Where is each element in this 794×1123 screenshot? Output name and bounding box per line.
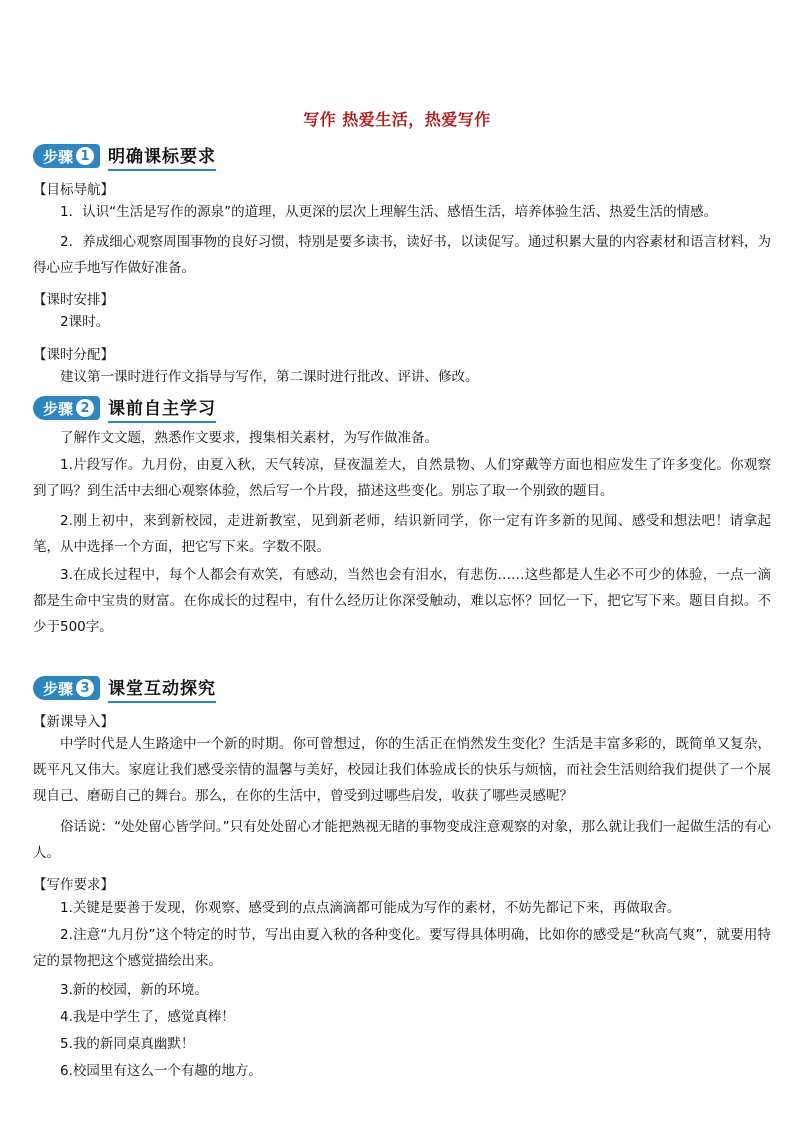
- intro-tag: 【新课导入】: [33, 714, 114, 730]
- requirements-tag: 【写作要求】: [33, 877, 114, 893]
- step-3-badge: [33, 676, 100, 700]
- step-1-header: [33, 143, 216, 169]
- requirement-5: 5.我的新同桌真幽默！: [60, 1036, 195, 1052]
- step-2-badge: [33, 396, 100, 420]
- step-3-header: [33, 675, 216, 701]
- step-3-word: 步骤: [43, 679, 74, 698]
- requirement-6: 6.校园里有这么一个有趣的地方。: [60, 1063, 262, 1079]
- step-3-heading: 课堂互动探究: [108, 674, 216, 703]
- goal-1: 1．认识“生活是写作的源泉”的道理，从更深的层次上理解生活、感悟生活，培养体验生活、热爱生活的情感。: [60, 204, 718, 220]
- requirement-2: 2.注意“九月份”这个特定的时节，写出由夏入秋的各种变化。要写得具体明确，比如你的感受是“秋高气爽”，就要用特定的景物把这个感觉描绘出来。: [33, 927, 771, 969]
- step-3-number: 3: [76, 679, 94, 697]
- schedule-text: 2课时。: [60, 314, 110, 330]
- allot-text: 建议第一课时进行作文指导与写作，第二课时进行批改、评讲、修改。: [60, 369, 479, 385]
- step-2-word: 步骤: [43, 399, 74, 418]
- step-1-badge: [33, 144, 100, 168]
- step-1-number: 1: [76, 147, 94, 165]
- goal-2: 2．养成细心观察周围事物的良好习惯，特别是要多读书，读好书，以读促写。通过积累大量的内容素材和语言材料，为得心应手地写作做好准备。: [33, 234, 771, 276]
- goal-tag: 【目标导航】: [33, 182, 114, 198]
- prep-item-2: 2.刚上初中，来到新校园，走进新教室，见到新老师，结识新同学，你一定有许多新的见闻、感受和想法吧！请拿起笔，从中选择一个方面，把它写下来。字数不限。: [33, 513, 771, 555]
- prep-intro: 了解作文文题，熟悉作文要求，搜集相关素材，为写作做准备。: [60, 430, 438, 446]
- requirement-3: 3.新的校园，新的环境。: [60, 982, 208, 998]
- intro-paragraph-1: 中学时代是人生路途中一个新的时期。你可曾想过，你的生活正在悄然发生变化？生活是丰富多彩的，既简单又复杂，既平凡又伟大。家庭让我们感受亲情的温馨与美好，校园让我们体验成长的快乐与烦恼，而社会生活则给我们提供了一个展现自己、磨砺自己的舞台。那么，在你的生活中，曾受到过哪些启发，收获了哪些灵感呢？: [33, 736, 771, 804]
- prep-item-1: 1.片段写作。九月份，由夏入秋，天气转凉，昼夜温差大，自然景物、人们穿戴等方面也相应发生了许多变化。你观察到了吗？到生活中去细心观察体验，然后写一个片段，描述这些变化。别忘了取一个别致的题目。: [33, 457, 771, 499]
- step-2-header: [33, 395, 216, 421]
- intro-paragraph-2: 俗话说：“处处留心皆学问。”只有处处留心才能把熟视无睹的事物变成注意观察的对象，那么就让我们一起做生活的有心人。: [33, 819, 771, 861]
- prep-item-3: 3.在成长过程中，每个人都会有欢笑，有感动，当然也会有泪水，有悲伤……这些都是人生必不可少的体验，一点一滴都是生命中宝贵的财富。在你成长的过程中，有什么经历让你深受触动，难以忘怀？回忆一下，把它写下来。题目自拟。不少于500字。: [33, 567, 771, 635]
- step-2-heading: 课前自主学习: [108, 394, 216, 423]
- step-1-word: 步骤: [43, 147, 74, 166]
- requirement-1: 1.关键是要善于发现，你观察、感受到的点点滴滴都可能成为写作的素材，不妨先都记下来，再做取舍。: [60, 900, 681, 916]
- step-2-number: 2: [76, 399, 94, 417]
- allot-tag: 【课时分配】: [33, 347, 114, 363]
- step-1-heading: 明确课标要求: [108, 142, 216, 171]
- requirement-4: 4.我是中学生了，感觉真棒！: [60, 1009, 235, 1025]
- page-title: 写作 热爱生活，热爱写作: [303, 110, 491, 129]
- schedule-tag: 【课时安排】: [33, 292, 114, 308]
